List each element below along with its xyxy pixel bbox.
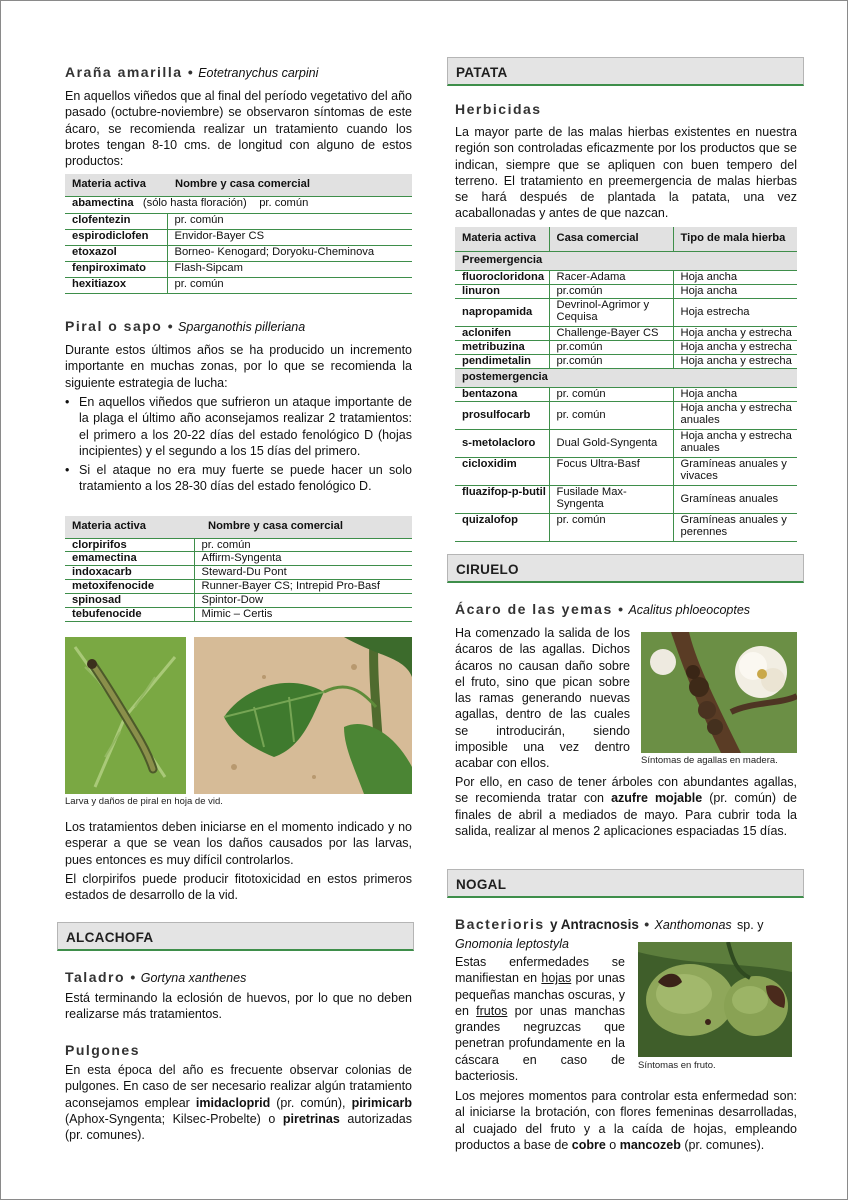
table-subheader — [455, 368, 797, 387]
herbicidas-table — [455, 227, 797, 542]
table-row — [65, 261, 412, 277]
table-row — [455, 354, 797, 368]
tipo-mala-hierba: Hoja ancha y estrecha anuales — [673, 429, 797, 457]
casa-comercial: pr.común — [549, 354, 673, 368]
materia-activa: spinosad — [65, 594, 194, 608]
materia-activa: metoxifenocide — [65, 580, 194, 594]
table-row — [455, 429, 797, 457]
materia-activa: espirodiclofen — [65, 229, 167, 245]
materia-activa: fenpiroximato — [65, 261, 167, 277]
table-row — [455, 513, 797, 541]
product-name: pr. común — [194, 538, 412, 552]
tipo-mala-hierba: Hoja ancha — [673, 387, 797, 401]
table-row — [65, 552, 412, 566]
materia-activa: napropamida — [455, 298, 549, 326]
materia-activa: clofentezin — [65, 213, 167, 229]
casa-comercial: pr.común — [549, 284, 673, 298]
product-highlight: imidacloprid — [195, 1095, 271, 1110]
arana-table — [65, 174, 412, 294]
materia-activa: emamectina — [65, 552, 194, 566]
col-header-materia: Materia activa — [65, 174, 167, 196]
herbicidas-heading — [455, 100, 797, 118]
agallas-photo — [641, 632, 797, 753]
product-name: pr. común — [259, 196, 309, 209]
tipo-mala-hierba: Hoja ancha y estrecha — [673, 354, 797, 368]
piral-strategy-list — [65, 394, 412, 498]
section-title: NOGAL — [456, 877, 507, 892]
bullet-separator: • — [130, 969, 136, 985]
product-name: Runner-Bayer CS; Intrepid Pro-Basf — [194, 580, 412, 594]
section-title: ALCACHOFA — [66, 930, 154, 945]
acaro-name: Ácaro de las yemas — [455, 601, 613, 617]
col-header-casa: Casa comercial — [549, 227, 673, 251]
casa-comercial: Devrinol-Agrimor y Cequisa — [549, 298, 673, 326]
casa-comercial: Focus Ultra-Basf — [549, 457, 673, 485]
list-item: • Si el ataque no era muy fuerte se puede hacer un solo tratamiento a los 28-30 días del estado fenológico D. — [65, 462, 412, 495]
table-row — [65, 245, 412, 261]
piral-photo-caption: Larva y daños de piral en hoja de vid. — [65, 796, 223, 807]
materia-activa: pendimetalin — [455, 354, 549, 368]
section-band-nogal — [447, 869, 804, 898]
tipo-mala-hierba: Hoja ancha y estrecha — [673, 326, 797, 340]
materia-activa: bentazona — [455, 387, 549, 401]
materia-activa: prosulfocarb — [455, 401, 549, 429]
casa-comercial: pr. común — [549, 387, 673, 401]
product-name: Flash-Sipcam — [167, 261, 412, 277]
materia-activa: fluazifop-p-butil — [455, 485, 549, 513]
table-row — [65, 566, 412, 580]
materia-activa: hexitiazox — [65, 277, 167, 293]
materia-activa: abamectina — [72, 196, 134, 209]
section-band-patata — [447, 57, 804, 86]
product-name: Envidor-Bayer CS — [167, 229, 412, 245]
col-header-nombre: Nombre y casa comercial — [194, 516, 412, 538]
materia-activa: etoxazol — [65, 245, 167, 261]
taladro-text: Está terminando la eclosión de huevos, por lo que no deben realizarse más tratamientos. — [65, 991, 412, 1022]
product-name: Affirm-Syngenta — [194, 552, 412, 566]
piral-text2: Los tratamientos deben iniciarse en el momento indicado y no esperar a que se vean los daños causados por las larvas, pues entonces es muy difícil controlarlos. — [65, 820, 412, 867]
col-header-nombre: Nombre y casa comercial — [167, 174, 412, 196]
casa-comercial: pr. común — [549, 513, 673, 541]
table-row — [455, 485, 797, 513]
bullet-separator: • — [167, 318, 173, 334]
col-header-tipo: Tipo de mala hierba — [673, 227, 797, 251]
product-highlight: azufre mojable — [611, 791, 703, 806]
larva-photo — [65, 637, 186, 794]
materia-activa: fluorocloridona — [455, 270, 549, 284]
materia-activa: quizalofop — [455, 513, 549, 541]
piral-scientific-name: Sparganothis pilleriana — [178, 320, 306, 334]
tipo-mala-hierba: Hoja ancha — [673, 270, 797, 284]
nogal-control-text: Los mejores momentos para controlar esta enfermedad son: al iniciarse la brotación, con flores femeninas desarrolladas, al cuajado del fruto y a la caída de hojas, empleando productos a base de cobre o mancozeb (pr. comunes). — [455, 1089, 797, 1152]
product-highlight: mancozeb — [619, 1137, 681, 1152]
table-row — [65, 538, 412, 552]
herbicidas-name: Herbicidas — [455, 101, 542, 117]
table-row — [65, 594, 412, 608]
casa-comercial: Racer-Adama — [549, 270, 673, 284]
product-name: Borneo- Kenogard; Doryoku-Cheminova — [167, 245, 412, 261]
arana-text: En aquellos viñedos que al final del período vegetativo del año pasado (octubre-noviembre) se observaron síntomas de este ácaro, se recomienda realizar un tratamiento cuando los brotes tengan 8-10 cms. de longitud con alguno de estos productos: — [65, 89, 412, 168]
table-row — [455, 401, 797, 429]
piral-text: Durante estos últimos años se ha producido un incremento importante en muchas zonas, por lo que se recomienda la siguiente estrategia de lucha: — [65, 343, 412, 390]
tipo-mala-hierba: Hoja estrecha — [673, 298, 797, 326]
nut-photo — [638, 942, 792, 1057]
pulgones-heading — [65, 1041, 412, 1059]
table-row — [65, 580, 412, 594]
agallas-caption: Síntomas de agallas en madera. — [641, 755, 778, 766]
table-row — [455, 340, 797, 354]
bullet-separator: • — [187, 64, 193, 80]
pulgones-text: En esta época del año es frecuente observar colonias de pulgones. En caso de ser necesario realizar algún tratamiento aconsejamos emplear imidacloprid (pr. común), pirimicarb (Aphox-Syngenta; Kilsec-Probelte) o piretrinas autorizadas (pr. comunes). — [65, 1063, 412, 1142]
table-row — [65, 229, 412, 245]
piral-name: Piral o sapo — [65, 318, 163, 334]
product-highlight: cobre — [571, 1137, 606, 1152]
arana-scientific-name: Eotetranychus carpini — [198, 66, 319, 80]
col-header-materia: Materia activa — [455, 227, 549, 251]
pulgones-name: Pulgones — [65, 1042, 141, 1058]
row-note: (sólo hasta floración) — [142, 196, 247, 209]
tipo-mala-hierba: Gramíneas anuales — [673, 485, 797, 513]
product-name: pr. común — [167, 213, 412, 229]
col-header-materia: Materia activa — [65, 516, 194, 538]
product-name: pr. común — [167, 277, 412, 293]
list-item: • En aquellos viñedos que sufrieron un ataque importante de la plaga el último año aconsejamos realizar 2 tratamientos: el primero a los 20-22 días del estado fenológico D (hojas incipientes) y el segundo a los 15 días del primero. — [65, 394, 412, 459]
tipo-mala-hierba: Gramíneas anuales y vivaces — [673, 457, 797, 485]
arana-heading — [65, 63, 412, 81]
bacteriosis-heading: Bacterioris y Antracnosis • Xanthomonas sp. y Gnomonia leptostyla — [455, 916, 764, 951]
subheader-preemergencia: Preemergencia — [455, 251, 797, 270]
product-highlight: piretrinas — [282, 1111, 340, 1126]
materia-activa: cicloxidim — [455, 457, 549, 485]
table-row — [455, 298, 797, 326]
product-name: Steward-Du Pont — [194, 566, 412, 580]
acaro-scientific-name: Acalitus phloeocoptes — [628, 603, 751, 617]
casa-comercial: Fusilade Max-Syngenta — [549, 485, 673, 513]
casa-comercial: Dual Gold-Syngenta — [549, 429, 673, 457]
casa-comercial: pr.común — [549, 340, 673, 354]
taladro-scientific-name: Gortyna xanthenes — [140, 971, 247, 985]
table-header — [65, 174, 412, 196]
materia-activa: indoxacarb — [65, 566, 194, 580]
tipo-mala-hierba: Gramíneas anuales y perennes — [673, 513, 797, 541]
materia-activa: clorpirifos — [65, 538, 194, 552]
bullet-separator: • — [644, 916, 650, 932]
materia-activa: linuron — [455, 284, 549, 298]
table-row — [65, 277, 412, 293]
product-name: Mimic – Certis — [194, 608, 412, 622]
table-row — [455, 457, 797, 485]
tipo-mala-hierba: Hoja ancha y estrecha — [673, 340, 797, 354]
herbicidas-text: La mayor parte de las malas hierbas existentes en nuestra región son controladas eficazmente por los productos que se indican, siempre que se apliquen con buen tempero del terreno. El tratamiento en preemergencia de malas hierbas se hará después de plantada la patata, una vez acaballonadas y antes de que nazcan. — [455, 125, 797, 221]
taladro-name: Taladro — [65, 969, 126, 985]
antracnosis-name: y Antracnosis — [550, 917, 639, 932]
materia-activa: tebufenocide — [65, 608, 194, 622]
tipo-mala-hierba: Hoja ancha y estrecha anuales — [673, 401, 797, 429]
section-band-alcachofa — [57, 922, 414, 951]
materia-activa: metribuzina — [455, 340, 549, 354]
acaro-text: Ha comenzado la salida de los ácaros de las agallas. Dichos ácaros no causan daño sobre el fruto, sino que pican sobre las ramas generando nuevas agallas, dentro de las cuales se introducirán, siendo imposible una vez dentro acabar con ellos. — [455, 626, 630, 770]
table-row — [455, 387, 797, 401]
table-row — [65, 213, 412, 229]
table-row — [65, 608, 412, 622]
piral-table — [65, 516, 412, 622]
tipo-mala-hierba: Hoja ancha — [673, 284, 797, 298]
arana-name: Araña amarilla — [65, 64, 183, 80]
product-name: Spintor-Dow — [194, 594, 412, 608]
section-title: CIRUELO — [456, 562, 519, 577]
nut-caption: Síntomas en fruto. — [638, 1060, 716, 1071]
materia-activa: s-metolacloro — [455, 429, 549, 457]
vine-damage-photo — [194, 637, 412, 794]
scientific-name: Gnomonia leptostyla — [455, 936, 569, 951]
piral-heading — [65, 317, 412, 335]
table-row — [455, 326, 797, 340]
bacteriosis-name: Bacterioris — [455, 916, 545, 932]
bullet-separator: • — [618, 601, 624, 617]
subheader-postemergencia: postemergencia — [455, 368, 797, 387]
nogal-symptoms-text: Estas enfermedades se manifiestan en hojas por unas pequeñas manchas oscuras, y en frutos por unas manchas grandes negruzcas que penetran profundamente en la cáscara en caso de bacteriosis. — [455, 955, 625, 1083]
table-header — [65, 516, 412, 538]
table-subheader — [455, 251, 797, 270]
table-row — [455, 284, 797, 298]
materia-activa: aclonifen — [455, 326, 549, 340]
table-row — [455, 270, 797, 284]
section-title: PATATA — [456, 65, 508, 80]
product-highlight: pirimicarb — [351, 1095, 412, 1110]
table-header — [455, 227, 797, 251]
piral-text3: El clorpirifos puede producir fitotoxicidad en estos primeros estados de desarrollo de la vid. — [65, 872, 412, 903]
section-band-ciruelo — [447, 554, 804, 583]
casa-comercial: Challenge-Bayer CS — [549, 326, 673, 340]
casa-comercial: pr. común — [549, 401, 673, 429]
acaro-heading — [455, 600, 797, 618]
scientific-name: Xanthomonas — [654, 918, 732, 932]
taladro-heading — [65, 968, 412, 986]
table-row — [65, 196, 412, 213]
azufre-text: Por ello, en caso de tener árboles con abundantes agallas, se recomienda tratar con azufre mojable (pr. común) de finales de abril a mediados de mayo. Para cubrir toda la salida, realizar al menos 2 aplicaciones espaciadas 15 días. — [455, 775, 798, 838]
